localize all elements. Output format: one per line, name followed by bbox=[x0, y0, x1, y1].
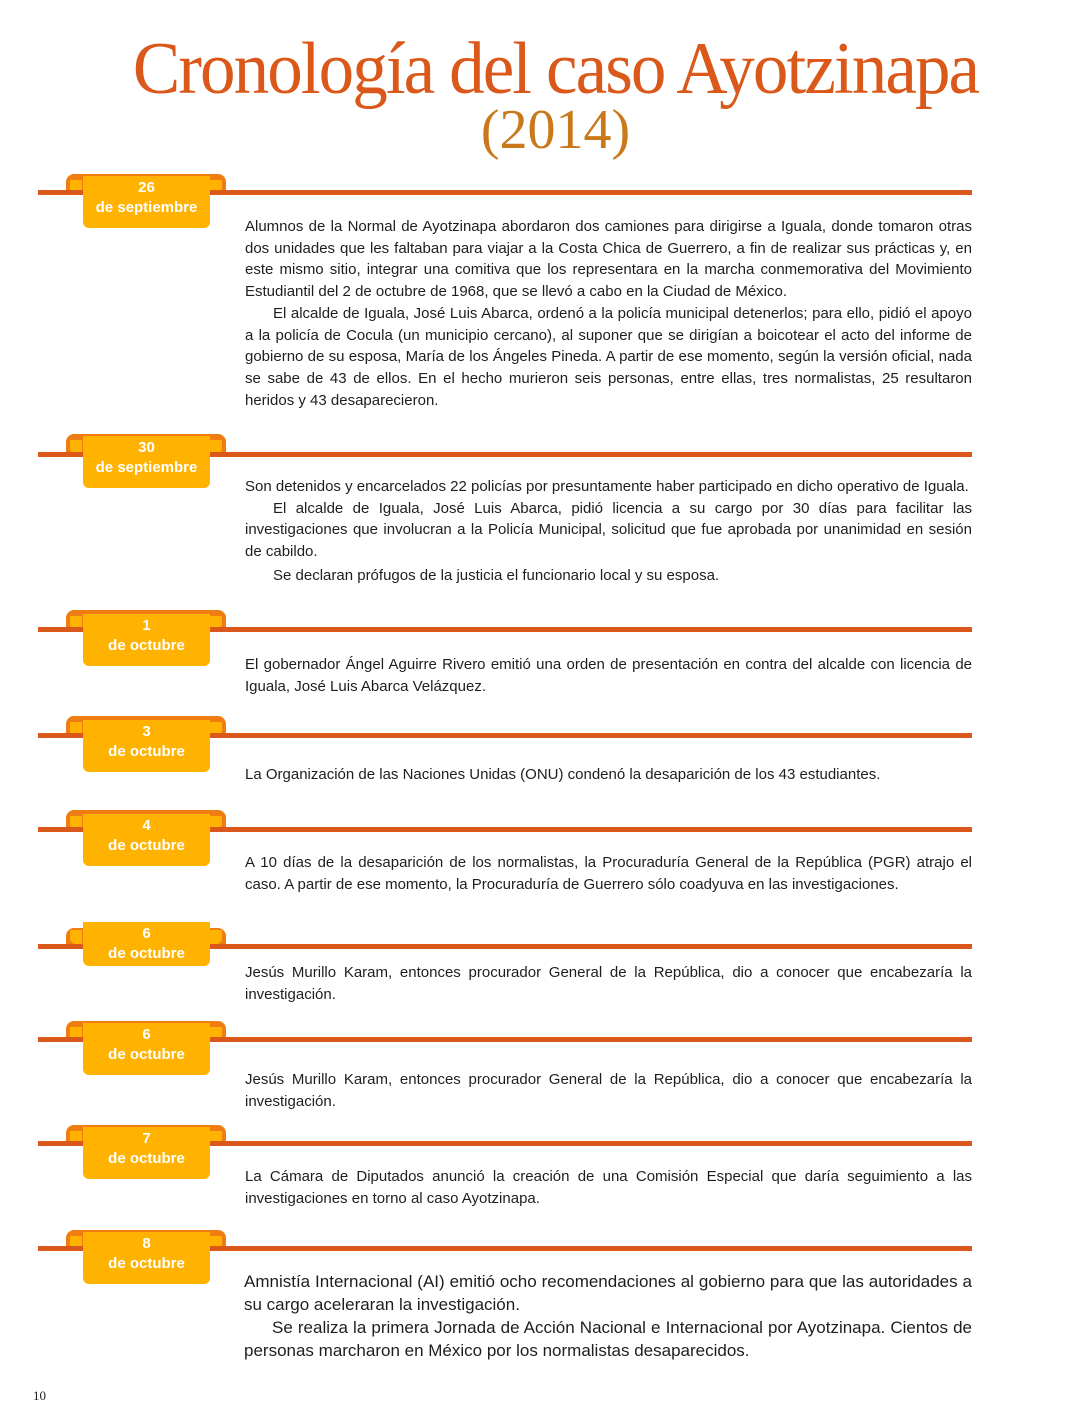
date-day: 30 bbox=[138, 439, 155, 456]
date-tab bbox=[83, 1023, 210, 1075]
entry-paragraph: Alumnos de la Normal de Ayotzinapa abordaron dos camiones para dirigirse a Iguala, donde tomaron otras dos unidades que les faltaban para viajar a la Costa Chica de Guerrero, a fin de realizar sus prácticas y, en este mismo sitio, integrar una comitiva que los representara en la marcha conmemorativa del Movimiento Estudiantil del 2 de octubre de 1968, que se llevó a cabo en la Ciudad de México. bbox=[245, 218, 972, 301]
date-day: 4 bbox=[142, 817, 151, 834]
entry-text bbox=[245, 962, 972, 1005]
entry-text bbox=[245, 216, 972, 411]
entry-text bbox=[245, 476, 972, 587]
entry-paragraph: El alcalde de Iguala, José Luis Abarca, ordenó a la policía municipal detenerlos; para ello, pidió el apoyo a la policía de Cocula (un municipio cercano), al suponer que se dirigían a boicotear el acto del informe de gobierno de su esposa, María de los Ángeles Pineda. A partir de ese momento, según la versión oficial, nada se sabe de 43 de ellos. En el hecho murieron seis personas, entre ellas, tres normalistas, 25 resultaron heridos y 43 desaparecieron. bbox=[245, 304, 972, 409]
entry-paragraph: La Cámara de Diputados anunció la creación de una Comisión Especial que daría seguimiento a las investigaciones en torno al caso Ayotzinapa. bbox=[245, 1168, 972, 1207]
entry-text bbox=[245, 764, 972, 786]
date-day: 6 bbox=[142, 1026, 151, 1043]
date-month: de octubre bbox=[108, 945, 185, 962]
date-month: de octubre bbox=[108, 1255, 185, 1272]
date-month: de octubre bbox=[108, 1046, 185, 1063]
page-number: 10 bbox=[33, 1388, 46, 1403]
date-month: de octubre bbox=[108, 1150, 185, 1167]
entry-text bbox=[244, 1270, 972, 1362]
entry-paragraph: La Organización de las Naciones Unidas (ONU) condenó la desaparición de los 43 estudiantes. bbox=[245, 766, 881, 783]
entry-paragraph: El alcalde de Iguala, José Luis Abarca, pidió licencia a su cargo por 30 días para facilitar las investigaciones que involucran a la Policía Municipal, solicitud que fue aprobada por unanimidad en sesión de cabildo. bbox=[245, 499, 972, 561]
entry-text bbox=[245, 1069, 972, 1112]
date-day: 1 bbox=[142, 617, 151, 634]
entry-paragraph: Amnistía Internacional (AI) emitió ocho recomendaciones al gobierno para que las autoridades a su cargo aceleraran la investigación. bbox=[244, 1272, 972, 1314]
date-day: 8 bbox=[142, 1235, 151, 1252]
date-day: 7 bbox=[142, 1130, 151, 1147]
date-tab bbox=[83, 176, 210, 228]
entry-paragraph: Se declaran prófugos de la justicia el funcionario local y su esposa. bbox=[273, 566, 720, 584]
date-month: de octubre bbox=[108, 637, 185, 654]
entry-paragraph: Se realiza la primera Jornada de Acción Nacional e Internacional por Ayotzinapa. Cientos de personas marcharon en México por los normalistas desaparecidos. bbox=[244, 1318, 972, 1360]
date-month: de septiembre bbox=[95, 459, 198, 476]
page-subtitle: (2014) bbox=[480, 99, 631, 161]
date-tab bbox=[83, 614, 210, 666]
entry-text bbox=[245, 654, 972, 697]
date-tab bbox=[83, 1232, 210, 1284]
date-day: 26 bbox=[138, 179, 155, 196]
entry-text bbox=[245, 1166, 972, 1209]
date-tab bbox=[83, 1127, 210, 1179]
date-month: de septiembre bbox=[95, 199, 198, 216]
date-tab bbox=[83, 436, 210, 488]
date-tab bbox=[83, 720, 210, 772]
date-tab bbox=[83, 814, 210, 866]
page-title: Cronología del caso Ayotzinapa bbox=[132, 28, 979, 110]
entry-paragraph: A 10 días de la desaparición de los normalistas, la Procuraduría General de la República (PGR) atrajo el caso. A partir de ese momento, la Procuraduría de Guerrero sólo coadyuva en las investigaciones. bbox=[245, 854, 972, 893]
entry-paragraph: El gobernador Ángel Aguirre Rivero emitió una orden de presentación en contra del alcalde con licencia de Iguala, José Luis Abarca Velázquez. bbox=[245, 656, 972, 695]
title-block bbox=[0, 30, 1071, 160]
date-month: de octubre bbox=[108, 743, 185, 760]
entry-paragraph: Jesús Murillo Karam, entonces procurador General de la República, dio a conocer que encabezaría la investigación. bbox=[245, 1071, 972, 1110]
entry-paragraph: Jesús Murillo Karam, entonces procurador General de la República, dio a conocer que encabezaría la investigación. bbox=[245, 964, 972, 1003]
date-day: 3 bbox=[142, 723, 151, 740]
entry-text bbox=[245, 852, 972, 895]
date-month: de octubre bbox=[108, 837, 185, 854]
date-tab bbox=[83, 922, 210, 966]
entry-paragraph: Son detenidos y encarcelados 22 policías por presuntamente haber participado en dicho operativo de Iguala. bbox=[245, 478, 969, 495]
date-day: 6 bbox=[142, 925, 151, 942]
